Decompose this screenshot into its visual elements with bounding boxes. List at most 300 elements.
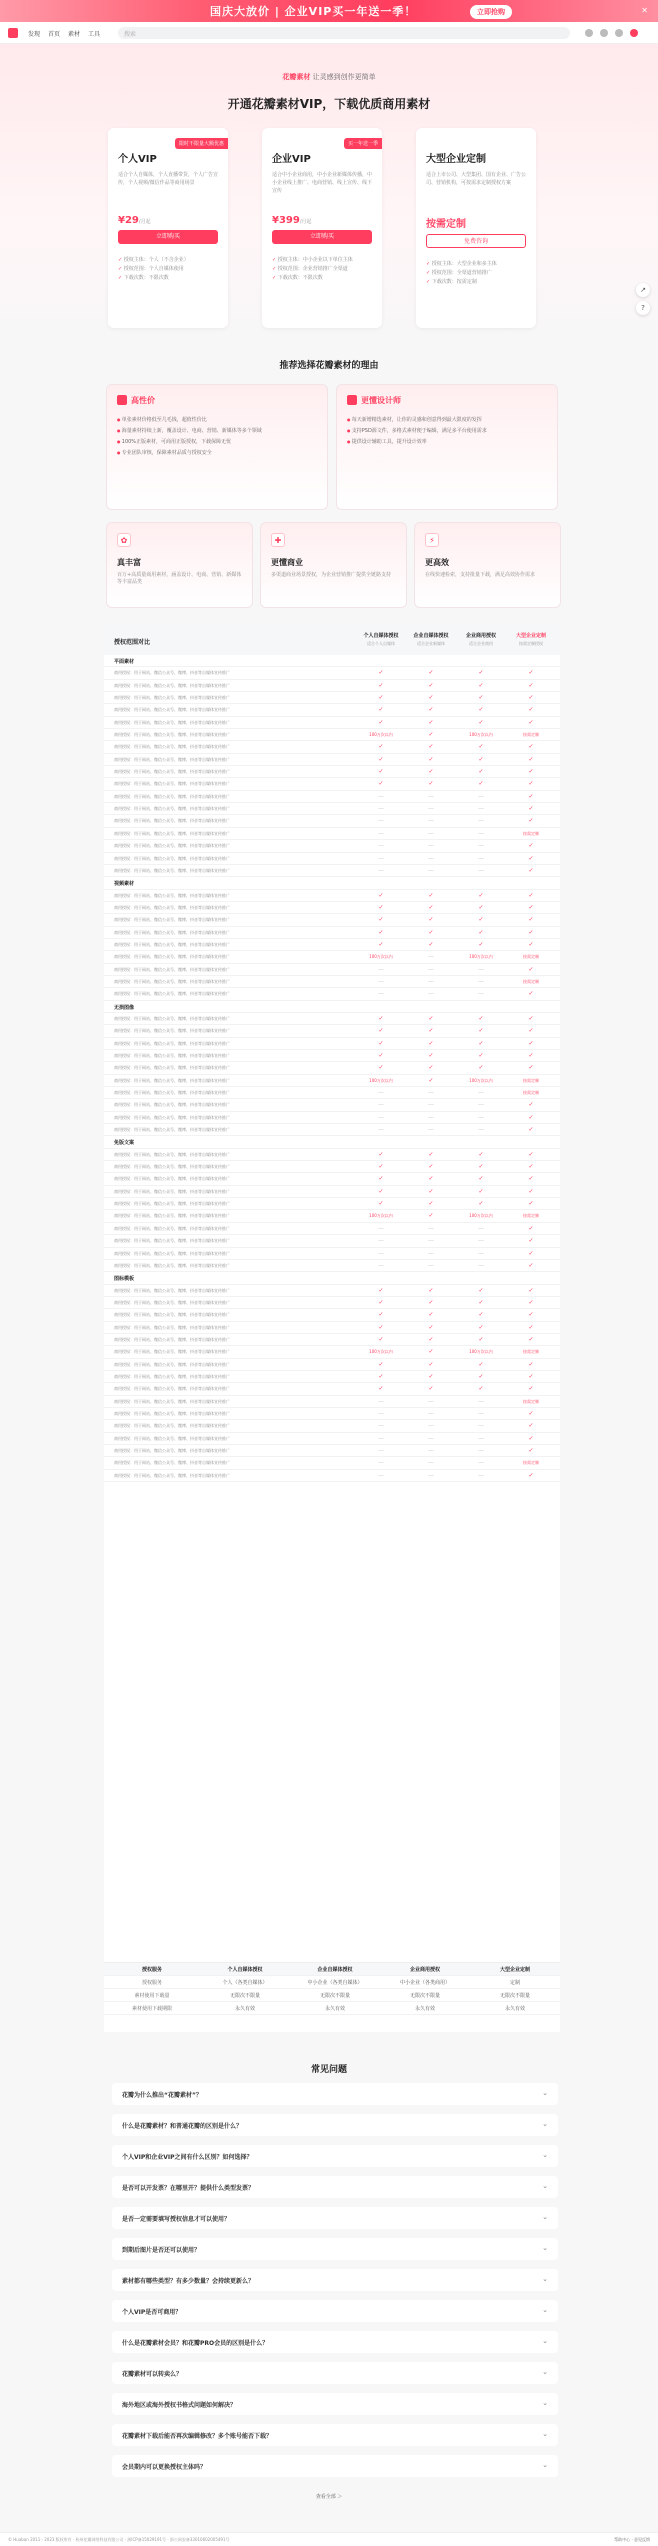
faq-item[interactable] <box>112 2114 558 2136</box>
reason-title: 真丰富 <box>117 558 141 567</box>
check-icon: ✓ <box>528 669 534 677</box>
check-icon: ✓ <box>478 768 484 776</box>
check-icon: ✓ <box>478 1163 484 1171</box>
huaban-logo[interactable] <box>8 28 18 38</box>
limit-text: 100万次以内 <box>469 1349 493 1355</box>
faq-question: 什么是花瓣素材？和普通花瓣的区别是什么？ <box>122 2123 243 2130</box>
check-icon: ✓ <box>528 990 534 998</box>
check-icon: ✓ <box>428 928 434 936</box>
check-icon: ✓ <box>528 1014 534 1022</box>
limit-text: 100万次以内 <box>369 1349 393 1355</box>
list-item: ✓ 授权范围：个人自媒体使用 <box>118 265 218 274</box>
row-label: 商用授权：用于网站、微信公众号、微博、抖音等自媒体宣传推广 <box>114 719 230 725</box>
table-group-row <box>104 877 560 889</box>
table-row <box>104 1346 560 1358</box>
table-row <box>104 1371 560 1383</box>
limit-text: 按需定制 <box>523 954 539 960</box>
check-icon: ✓ <box>428 1311 434 1319</box>
check-icon: ✓ <box>428 891 434 899</box>
table-row <box>104 914 560 926</box>
table-row <box>104 667 560 679</box>
list-item: ● 每天新增精选素材，让你的灵感和创意得到最大限度的发挥 <box>347 416 547 424</box>
share-icon[interactable]: ↗ <box>636 283 650 297</box>
check-icon: ✓ <box>428 1039 434 1047</box>
row-label: 商用授权：用于网站、微信公众号、微博、抖音等自媒体宣传推广 <box>114 1127 230 1133</box>
table-group-row <box>104 655 560 667</box>
dash-icon: — <box>378 965 384 973</box>
group-title: 视频素材 <box>114 881 135 888</box>
dash-icon: — <box>378 829 384 837</box>
check-icon: ✓ <box>528 681 534 689</box>
table-row <box>104 1334 560 1346</box>
check-icon: ✓ <box>478 1052 484 1059</box>
reason-card-efficient <box>414 522 561 608</box>
nav-link[interactable]: 首页 <box>48 31 61 38</box>
plan-card-enterprise <box>262 128 382 328</box>
chevron-down-icon[interactable]: ⌄ <box>542 2430 548 2438</box>
upload-icon[interactable] <box>585 29 593 37</box>
table-row <box>104 1223 560 1235</box>
table-row <box>104 964 560 976</box>
row-label: 商用授权：用于网站、微信公众号、微博、抖音等自媒体宣传推广 <box>114 1349 230 1355</box>
row-label: 商用授权：用于网站、微信公众号、微博、抖音等自媒体宣传推广 <box>114 1398 230 1404</box>
row-label: 商用授权：用于网站、微信公众号、微博、抖音等自媒体宣传推广 <box>114 1373 230 1379</box>
list-item: ✓ 授权主体：大型企业和多主体 <box>426 260 526 269</box>
row-label: 商用授权：用于网站、微信公众号、微博、抖音等自媒体宣传推广 <box>114 1262 230 1268</box>
row-label: 商用授权：用于网站、微信公众号、微博、抖音等自媒体宣传推广 <box>114 1201 230 1207</box>
check-icon: ✓ <box>528 1298 534 1306</box>
faq-item[interactable] <box>112 2300 558 2322</box>
table-group-row <box>104 1136 560 1148</box>
chevron-down-icon[interactable]: ⌄ <box>542 2213 548 2221</box>
search-input[interactable] <box>118 27 570 39</box>
check-icon: ✓ <box>528 916 534 924</box>
dash-icon: — <box>428 1249 434 1257</box>
check-icon: ✓ <box>528 866 534 874</box>
dash-icon: — <box>478 965 484 973</box>
check-icon: ✓ <box>528 1447 534 1454</box>
check-icon: ✓ <box>478 1323 484 1331</box>
dash-icon: — <box>478 854 484 862</box>
plus-icon: ✚ <box>271 533 285 547</box>
price-tag-icon <box>117 395 127 405</box>
nav-link[interactable]: 素材 <box>68 31 81 38</box>
check-icon: ✓ <box>428 1385 434 1393</box>
table-row <box>104 976 560 988</box>
limit-text: 按需定制 <box>523 1213 539 1219</box>
check-icon: ✓ <box>528 1200 534 1208</box>
check-icon: ✓ <box>428 1335 434 1343</box>
list-item: ● 单张素材价格低至几毛钱，超值性价比 <box>117 416 317 424</box>
table-row: 素材使用下载期限 永久有效 永久有效 永久有效 永久有效 <box>104 2002 560 2015</box>
faq-question: 海外地区或海外授权书格式问题如何解决？ <box>122 2402 237 2409</box>
dash-icon: — <box>378 854 384 862</box>
check-icon: ✓ <box>478 669 484 677</box>
limit-text: 100万次以内 <box>369 1213 393 1219</box>
row-label: 商用授权：用于网站、微信公众号、微博、抖音等自媒体宣传推广 <box>114 1164 230 1170</box>
dash-icon: — <box>478 805 484 813</box>
chevron-down-icon[interactable]: ⌄ <box>542 2089 548 2097</box>
check-icon: ✓ <box>478 706 484 714</box>
row-label: 商用授权：用于网站、微信公众号、微博、抖音等自媒体宣传推广 <box>114 855 230 861</box>
dash-icon: — <box>428 817 434 825</box>
limit-text: 100万次以内 <box>469 1077 493 1083</box>
faq-item[interactable] <box>112 2455 558 2477</box>
dash-icon: — <box>428 1126 434 1134</box>
table-header-title: 授权范围对比 <box>114 639 151 646</box>
hero-subtitle: 花瓣素材 让灵感到创作更简单 <box>282 73 376 81</box>
row-label: 商用授权：用于网站、微信公众号、微博、抖音等自媒体宣传推广 <box>114 695 230 701</box>
faq-item[interactable] <box>112 2424 558 2446</box>
check-icon: ✓ <box>478 1150 484 1158</box>
check-icon: ✓ <box>528 1311 534 1319</box>
table-row <box>104 1309 560 1321</box>
row-label: 商用授权：用于网站、微信公众号、微博、抖音等自媒体宣传推广 <box>114 1472 230 1478</box>
check-icon: ✓ <box>378 1175 384 1183</box>
faq-item[interactable] <box>112 2145 558 2167</box>
dash-icon: — <box>478 1397 484 1405</box>
check-icon: ✓ <box>528 965 534 973</box>
check-icon: ✓ <box>528 1163 534 1171</box>
check-icon: ✓ <box>478 928 484 936</box>
dash-icon: — <box>478 1447 484 1454</box>
table-row <box>104 1359 560 1371</box>
row-label: 商用授权：用于网站、微信公众号、微博、抖音等自媒体宣传推广 <box>114 830 230 836</box>
row-label: 商用授权：用于网站、微信公众号、微博、抖音等自媒体宣传推广 <box>114 1435 230 1441</box>
table-row <box>104 692 560 704</box>
check-icon: ✓ <box>378 681 384 689</box>
buy-button[interactable]: 立即购买 <box>118 230 218 244</box>
check-icon: ✓ <box>528 1175 534 1183</box>
plan-desc: 适合个人自媒体，个人直播带货，个人广告宣传，个人视频/微信作品等商用场景 <box>118 172 219 186</box>
plan-name: 企业VIP <box>272 154 311 165</box>
table-header <box>104 625 560 655</box>
faq-item[interactable] <box>112 2207 558 2229</box>
chevron-down-icon[interactable]: ⌄ <box>542 2151 548 2159</box>
check-icon: ✓ <box>428 755 434 763</box>
table-row <box>104 1173 560 1185</box>
check-icon: ✓ <box>428 1286 434 1294</box>
check-icon: ✓ <box>378 706 384 714</box>
custom-text: 按需定制 <box>523 1090 539 1096</box>
plan-card-custom <box>416 128 536 328</box>
check-icon: ✓ <box>528 1261 534 1269</box>
check-icon: ✓ <box>378 1286 384 1294</box>
view-all-link[interactable]: 查看全部 ＞ <box>315 2494 343 2500</box>
row-label: 商用授权：用于网站、微信公众号、微博、抖音等自媒体宣传推广 <box>114 818 230 824</box>
consult-button[interactable]: 免费咨询 <box>426 234 526 248</box>
check-icon: ✓ <box>528 780 534 788</box>
faq-question: 个人VIP和企业VIP之间有什么区别？如何选择？ <box>122 2154 253 2161</box>
list-item: ✓ 授权主体：中小企业以下单位主体 <box>272 256 372 265</box>
chevron-down-icon[interactable]: ⌄ <box>542 2120 548 2128</box>
chevron-down-icon[interactable]: ⌄ <box>542 2244 548 2252</box>
check-icon: ✓ <box>428 681 434 689</box>
top-nav <box>0 22 658 44</box>
list-item: ✓ 授权范围：全渠道营销推广 <box>426 269 526 278</box>
faq-item[interactable] <box>112 2331 558 2353</box>
table-row <box>104 1075 560 1087</box>
table-row <box>104 1038 560 1050</box>
limit-text: 按需定制 <box>523 732 539 738</box>
check-icon: ✓ <box>428 1064 434 1072</box>
help-icon[interactable]: ? <box>636 301 650 315</box>
list-item: ✓ 授权主体：个人（不含企业） <box>118 256 218 265</box>
check-icon: ✓ <box>528 1335 534 1343</box>
list-item: ✓ 下载次数：不限次数 <box>272 274 372 283</box>
check-icon: ✓ <box>428 743 434 751</box>
dash-icon: — <box>478 1249 484 1257</box>
check-icon: ✓ <box>428 903 434 911</box>
check-icon: ✓ <box>478 903 484 911</box>
faq-item[interactable] <box>112 2393 558 2415</box>
dash-icon: — <box>428 805 434 813</box>
table-row <box>104 1433 560 1445</box>
dash-icon: — <box>428 829 434 837</box>
notification-icon[interactable] <box>615 29 623 37</box>
reason-card-value <box>106 384 328 510</box>
reason-desc: 在线快速检索，支持批量下载，满足高效协作需求 <box>425 572 536 578</box>
nav-link[interactable]: 工具 <box>88 31 101 38</box>
table-row <box>104 1285 560 1297</box>
dash-icon: — <box>378 1261 384 1269</box>
check-icon: ✓ <box>428 1027 434 1035</box>
table-row <box>104 988 560 1000</box>
check-icon: ✓ <box>378 669 384 677</box>
check-icon: ✓ <box>428 731 434 739</box>
chevron-down-icon[interactable]: ⌄ <box>542 2182 548 2190</box>
nav-link[interactable]: 发现 <box>28 31 41 38</box>
table-row <box>104 1013 560 1025</box>
check-icon: ✓ <box>378 1014 384 1022</box>
dash-icon: — <box>378 866 384 874</box>
chevron-down-icon[interactable]: ⌄ <box>542 2337 548 2345</box>
close-icon[interactable]: ✕ <box>641 6 648 15</box>
dash-icon: — <box>378 1249 384 1257</box>
check-icon: ✓ <box>428 1014 434 1022</box>
group-title: 免版文案 <box>114 1140 135 1147</box>
row-label: 商用授权：用于网站、微信公众号、微博、抖音等自媒体宣传推广 <box>114 929 230 935</box>
check-icon: ✓ <box>528 1101 534 1109</box>
check-icon: ✓ <box>478 694 484 702</box>
check-icon: ✓ <box>478 1200 484 1208</box>
dash-icon: — <box>378 792 384 800</box>
reason-title: 更懂商业 <box>271 558 303 567</box>
flower-icon: ✿ <box>117 533 131 547</box>
faq-item[interactable] <box>112 2238 558 2260</box>
list-item: ● 提供设计辅助工具，提升设计效率 <box>347 438 547 446</box>
check-icon: ✓ <box>378 1027 384 1035</box>
row-label: 商用授权：用于网站、微信公众号、微博、抖音等自媒体宣传推广 <box>114 1423 230 1429</box>
message-icon[interactable] <box>600 29 608 37</box>
check-icon: ✓ <box>528 1385 534 1393</box>
reason-desc: 百万+高质量商用素材，涵盖设计、电商、营销、新媒体等丰富品类 <box>117 572 242 585</box>
group-title: 平面素材 <box>114 659 135 665</box>
dash-icon: — <box>478 1261 484 1269</box>
dash-icon: — <box>478 1089 484 1097</box>
dash-icon: — <box>428 1089 434 1097</box>
avatar[interactable] <box>630 29 638 37</box>
faq-item[interactable] <box>112 2176 558 2198</box>
dash-icon: — <box>428 1471 434 1479</box>
row-label: 商用授权：用于网站、微信公众号、微博、抖音等自媒体宣传推广 <box>114 781 230 787</box>
row-label: 商用授权：用于网站、微信公众号、微博、抖音等自媒体宣传推广 <box>114 1090 230 1096</box>
row-label: 商用授权：用于网站、微信公众号、微博、抖音等自媒体宣传推广 <box>114 978 230 984</box>
check-icon: ✓ <box>528 1126 534 1134</box>
chevron-down-icon[interactable]: ⌄ <box>542 2306 548 2314</box>
table-group-row <box>104 1272 560 1284</box>
dash-icon: — <box>478 1434 484 1442</box>
check-icon: ✓ <box>478 1027 484 1035</box>
faq-question: 素材都有哪些类型？有多少数量？会持续更新么？ <box>122 2278 255 2285</box>
row-label: 商用授权：用于网站、微信公众号、微博、抖音等自媒体宣传推广 <box>114 1287 230 1293</box>
check-icon: ✓ <box>428 916 434 924</box>
list-item: ● 100%正版素材，可商用正版授权，下载保障无忧 <box>117 438 317 446</box>
plan-features <box>272 256 372 283</box>
chevron-down-icon[interactable]: ⌄ <box>542 2275 548 2283</box>
promo-button[interactable]: 立即抢购 <box>470 5 512 19</box>
dash-icon: — <box>478 842 484 850</box>
dash-icon: — <box>428 866 434 874</box>
lightning-icon: ⚡ <box>425 533 439 547</box>
check-icon: ✓ <box>378 1335 384 1343</box>
table-row <box>104 902 560 914</box>
faq-item[interactable] <box>112 2269 558 2291</box>
faq-question: 到期后图片是否还可以使用？ <box>122 2247 201 2254</box>
check-icon: ✓ <box>478 1360 484 1368</box>
plan-desc: 适合中小企业商用，中小企业新媒体传播，中小企业线上推广、电商营销、线上宣传、线下宣传 <box>272 172 373 194</box>
dash-icon: — <box>378 817 384 825</box>
dash-icon: — <box>478 1113 484 1121</box>
check-icon: ✓ <box>528 928 534 936</box>
check-icon: ✓ <box>528 1237 534 1245</box>
faq-question: 什么是花瓣素材会员？和花瓣PRO会员的区别是什么？ <box>122 2340 269 2347</box>
dash-icon: — <box>478 1459 484 1467</box>
column-header: 企业商用授权 适合企业商用 <box>465 633 496 646</box>
plan-tag: 限时不限量大额优惠 <box>175 138 228 149</box>
check-icon: ✓ <box>428 718 434 726</box>
chevron-down-icon[interactable]: ⌄ <box>542 2399 548 2407</box>
row-label: 商用授权：用于网站、微信公众号、微博、抖音等自媒体宣传推广 <box>114 1102 230 1108</box>
limit-text: 按需定制 <box>523 1077 539 1083</box>
summary-table <box>104 1962 560 2032</box>
dash-icon: — <box>378 1101 384 1109</box>
check-icon: ✓ <box>478 1372 484 1380</box>
check-icon: ✓ <box>478 1175 484 1183</box>
check-icon: ✓ <box>428 1150 434 1158</box>
check-icon: ✓ <box>428 1175 434 1183</box>
check-icon: ✓ <box>478 755 484 763</box>
row-label: 商用授权：用于网站、微信公众号、微博、抖音等自媒体宣传推广 <box>114 707 230 713</box>
row-label: 商用授权：用于网站、微信公众号、微博、抖音等自媒体宣传推广 <box>114 917 230 923</box>
row-label: 商用授权：用于网站、微信公众号、微博、抖音等自媒体宣传推广 <box>114 793 230 799</box>
check-icon: ✓ <box>528 842 534 850</box>
row-label: 商用授权：用于网站、微信公众号、微博、抖音等自媒体宣传推广 <box>114 1410 230 1416</box>
table-row <box>104 1112 560 1124</box>
table-row: 素材使用下载量 无限次不限量 无限次不限量 无限次不限量 无限次不限量 <box>104 1989 560 2002</box>
table-row <box>104 1235 560 1247</box>
check-icon: ✓ <box>428 1212 434 1220</box>
check-icon: ✓ <box>428 1200 434 1208</box>
dash-icon: — <box>478 1224 484 1232</box>
check-icon: ✓ <box>428 694 434 702</box>
check-icon: ✓ <box>478 1064 484 1072</box>
table-row <box>104 1322 560 1334</box>
dash-icon: — <box>478 829 484 837</box>
copyright-text: © Huaban 2011 - 2023 版权所有 · 杭州花瓣网络科技有限公司 · 浙ICP备15029191号 · 浙公网安备33010602005491号 <box>8 2537 230 2542</box>
row-label: 商用授权：用于网站、微信公众号、微博、抖音等自媒体宣传推广 <box>114 1448 230 1453</box>
footer-links[interactable]: 帮助中心 · 意见反馈 <box>614 2537 650 2542</box>
dash-icon: — <box>428 953 434 961</box>
limit-text: 100万次以内 <box>369 732 393 738</box>
plan-card-personal <box>108 128 228 328</box>
check-icon: ✓ <box>478 1187 484 1195</box>
dash-icon: — <box>478 817 484 825</box>
chevron-down-icon[interactable]: ⌄ <box>542 2368 548 2376</box>
limit-text: 100万次以内 <box>369 1077 393 1083</box>
list-item: ● 支持PSD源文件，多格式素材便于编辑，满足多平台使用需求 <box>347 427 547 435</box>
check-icon: ✓ <box>478 1335 484 1343</box>
faq-item[interactable] <box>112 2083 558 2105</box>
dash-icon: — <box>478 866 484 874</box>
list-item: ✓ 下载次数：不限次数 <box>118 274 218 283</box>
dash-icon: — <box>478 792 484 800</box>
check-icon: ✓ <box>528 792 534 800</box>
table-body <box>104 655 560 1482</box>
check-icon: ✓ <box>478 1311 484 1319</box>
dash-icon: — <box>428 854 434 862</box>
check-icon: ✓ <box>428 1163 434 1171</box>
limit-text: 100万次以内 <box>469 1213 493 1219</box>
faq-item[interactable] <box>112 2362 558 2384</box>
check-icon: ✓ <box>528 706 534 714</box>
check-icon: ✓ <box>428 706 434 714</box>
check-icon: ✓ <box>478 891 484 899</box>
promo-banner[interactable] <box>0 0 658 22</box>
dash-icon: — <box>428 1237 434 1245</box>
check-icon: ✓ <box>378 1039 384 1047</box>
row-label: 商用授权：用于网站、微信公众号、微博、抖音等自媒体宣传推广 <box>114 1040 230 1046</box>
check-icon: ✓ <box>478 780 484 788</box>
custom-text: 按需定制 <box>523 978 539 984</box>
row-label: 商用授权：用于网站、微信公众号、微博、抖音等自媒体宣传推广 <box>114 1238 230 1244</box>
dash-icon: — <box>378 977 384 985</box>
chevron-down-icon[interactable]: ⌄ <box>542 2461 548 2469</box>
dash-icon: — <box>378 805 384 813</box>
row-label: 商用授权：用于网站、微信公众号、微博、抖音等自媒体宣传推广 <box>114 1065 230 1071</box>
check-icon: ✓ <box>378 1311 384 1319</box>
check-icon: ✓ <box>478 1039 484 1047</box>
dash-icon: — <box>478 990 484 998</box>
table-row <box>104 704 560 716</box>
designer-icon <box>347 395 357 405</box>
table-row <box>104 1161 560 1173</box>
row-label: 商用授权：用于网站、微信公众号、微博、抖音等自媒体宣传推广 <box>114 892 230 898</box>
check-icon: ✓ <box>378 1385 384 1393</box>
faq-question: 是否一定需要填写授权信息才可以使用？ <box>122 2216 231 2223</box>
table-row <box>104 803 560 815</box>
footer <box>0 2532 658 2546</box>
dash-icon: — <box>378 1447 384 1454</box>
check-icon: ✓ <box>528 891 534 899</box>
buy-button[interactable]: 立即购买 <box>272 230 372 244</box>
row-label: 商用授权：用于网站、微信公众号、微博、抖音等自媒体宣传推广 <box>114 966 230 972</box>
check-icon: ✓ <box>428 780 434 788</box>
check-icon: ✓ <box>528 940 534 948</box>
dash-icon: — <box>378 1237 384 1245</box>
row-label: 商用授权：用于网站、微信公众号、微博、抖音等自媒体宣传推广 <box>114 1225 230 1231</box>
table-row <box>104 791 560 803</box>
